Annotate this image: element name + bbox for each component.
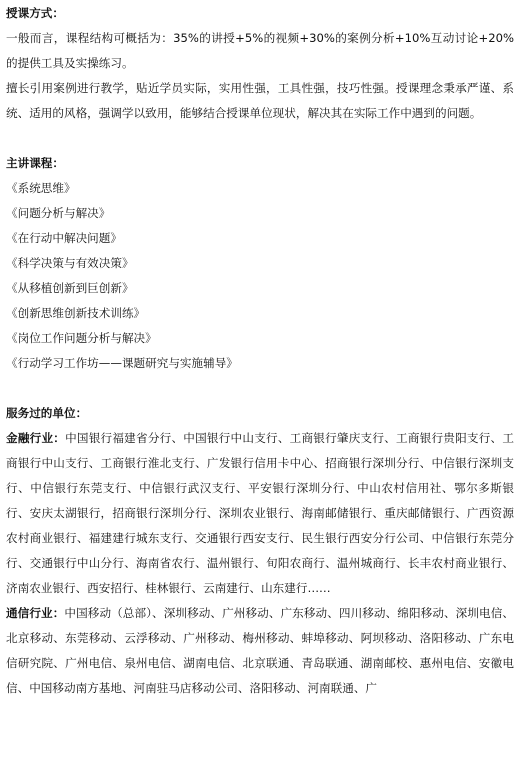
teaching-method-heading: 授课方式：	[6, 6, 64, 20]
course-item: 《在行动中解决问题》	[6, 231, 122, 245]
section-spacer	[6, 126, 514, 151]
finance-industry-label: 金融行业：	[6, 431, 66, 445]
teaching-method-style-paragraph: 擅长引用案例进行教学，贴近学员实际，实用性强，工具性强，技巧性强。授课理念秉承严谨、系统、适用的风格，强调学以致用，能够结合授课单位现状，解决其在实际工作中遇到的问题。	[6, 81, 514, 120]
course-item: 《创新思维创新技术训练》	[6, 306, 146, 320]
course-item: 《系统思维》	[6, 181, 76, 195]
telecom-industry-label: 通信行业：	[6, 606, 65, 620]
section-spacer	[6, 376, 514, 401]
course-item: 《岗位工作问题分析与解决》	[6, 331, 157, 345]
course-list	[6, 176, 514, 376]
courses-heading: 主讲课程：	[6, 156, 64, 170]
finance-industry-clients: 中国银行福建省分行、中国银行中山支行、工商银行肇庆支行、工商银行贵阳支行、工商银行中山支行、工商银行淮北支行、广发银行信用卡中心、招商银行深圳分行、中信银行深圳支行、中信银行东莞支行、中信银行武汉支行、平安银行深圳分行、中山农村信用社、鄂尔多斯银行、安庆太湖银行，招商银行深圳分行、深圳农业银行、海南邮储银行、重庆邮储银行、广西资源农村商业银行、福建建行城东支行、交通银行西安支行、民生银行西安分行公司、中信银行东莞分行、交通银行中山分行、海南省农行、温州银行、旬阳农商行、温州城商行、长丰农村商业银行、济南农业银行、西安招行、桂林银行、云南建行、山东建行……	[6, 431, 514, 595]
course-item: 《问题分析与解决》	[6, 206, 111, 220]
telecom-industry-clients: 中国移动（总部）、深圳移动、广州移动、广东移动、四川移动、绵阳移动、深圳电信、北京移动、东莞移动、云浮移动、广州移动、梅州移动、蚌埠移动、阿坝移动、洛阳移动、广东电信研究院、广州电信、泉州电信、湖南电信、北京联通、青岛联通、湖南邮校、惠州电信、安徽电信、中国移动南方基地、河南驻马店移动公司、洛阳移动、河南联通、广	[6, 606, 514, 695]
clients-section	[6, 401, 514, 701]
course-item: 《行动学习工作坊——课题研究与实施辅导》	[6, 356, 238, 370]
course-item: 《从移植创新到巨创新》	[6, 281, 134, 295]
courses-section	[6, 151, 514, 376]
teaching-method-structure-paragraph: 一般而言，课程结构可概括为：35%的讲授+5%的视频+30%的案例分析+10%互动讨论+20%的提供工具及实操练习。	[6, 31, 514, 70]
course-item: 《科学决策与有效决策》	[6, 256, 134, 270]
finance-industry-paragraph	[6, 426, 514, 601]
telecom-industry-paragraph	[6, 601, 514, 701]
clients-heading: 服务过的单位：	[6, 406, 88, 420]
teaching-method-section	[6, 1, 514, 126]
